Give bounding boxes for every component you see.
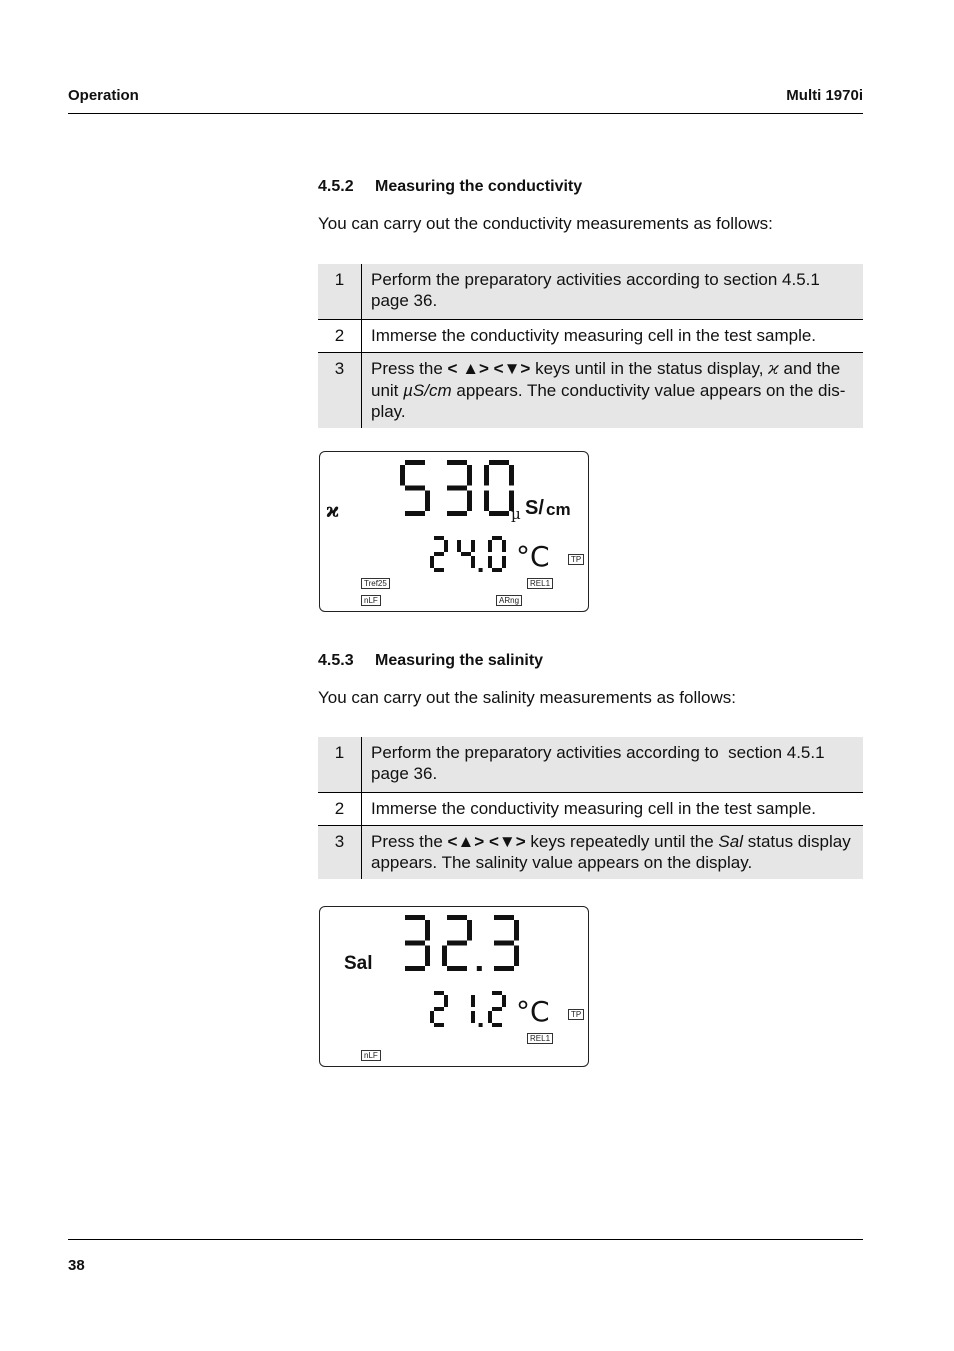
step-text: [362, 353, 864, 429]
lcd-segment: [494, 941, 514, 946]
lcd-segment: [492, 568, 502, 572]
step-line: page 36.: [371, 764, 438, 783]
unit-siemens: S/: [525, 497, 544, 519]
lcd-segment: [502, 556, 506, 568]
step-text: Immerse the conductivity measuring cell in the test sample.: [362, 793, 864, 826]
step-line: page 36.: [371, 291, 438, 310]
step-text: [362, 737, 864, 793]
footer-rule: [68, 1239, 863, 1240]
status-sal: Sal: [344, 953, 373, 974]
step-fragment: Press the: [371, 832, 448, 851]
step-line: Perform the preparatory activities according to section 4.5.1: [371, 270, 820, 289]
lcd-segment: [447, 511, 467, 516]
section-heading: Measuring the salinity: [375, 652, 544, 669]
temperature-digits: [430, 536, 506, 572]
tag-nlf: nLF: [361, 1050, 381, 1061]
unit-mu: µ: [511, 505, 521, 523]
lcd-segment: [471, 556, 475, 568]
section-heading: Measuring the conductivity: [375, 178, 583, 195]
lcd-segment: [489, 460, 509, 465]
lcd-segment: [484, 465, 489, 486]
step-line: appears. The salinity value appears on the display.: [371, 853, 753, 872]
step-fragment: and the: [778, 359, 841, 378]
tag-nlf: nLF: [361, 595, 381, 606]
lcd-segment: [405, 486, 425, 491]
lcd-segment: [447, 460, 467, 465]
lcd-segment: [405, 915, 425, 920]
step-number: 1: [318, 737, 362, 793]
lcd-segment: [502, 995, 506, 1007]
step-fragment: keys repeatedly until the: [525, 832, 719, 851]
header-rule: [68, 113, 863, 114]
lcd-segment: [434, 1023, 444, 1027]
lcd-segment: [471, 540, 475, 552]
lcd-segment: [467, 465, 472, 486]
unit-cm: cm: [546, 500, 571, 519]
step-fragment: unit: [371, 381, 404, 400]
temperature-unit: °C: [516, 995, 550, 1028]
lcd-decimal-point: [477, 966, 482, 971]
lcd-segment: [492, 1007, 502, 1011]
step-fragment: appears. The conductivity value appears on the dis-: [451, 381, 846, 400]
lcd-segment: [461, 552, 471, 556]
lcd-segment: [467, 491, 472, 512]
lcd-decimal-point: [479, 568, 483, 572]
main-reading-digits: [405, 915, 519, 971]
lcd-segment: [509, 465, 514, 486]
lcd-segment: [447, 486, 467, 491]
tag-arng: ARng: [496, 595, 522, 606]
intro-salinity: You can carry out the salinity measurements as follows:: [318, 688, 736, 707]
kappa-symbol: ϰ: [768, 359, 779, 379]
lcd-segment: [405, 966, 425, 971]
running-header-right: Multi 1970i: [786, 87, 863, 104]
step-number: 3: [318, 826, 362, 880]
temperature-digits: [430, 991, 506, 1027]
lcd-segment: [494, 915, 514, 920]
step-number: 2: [318, 320, 362, 353]
lcd-segment: [492, 991, 502, 995]
sal-label: Sal: [718, 832, 743, 851]
table-row: [318, 793, 863, 826]
lcd-segment: [405, 511, 425, 516]
table-row: [318, 320, 863, 353]
lcd-segment: [430, 556, 434, 568]
lcd-segment: [444, 995, 448, 1007]
lcd-segment: [405, 941, 425, 946]
lcd-segment: [447, 915, 467, 920]
step-line: play.: [371, 402, 406, 421]
lcd-decimal-point: [479, 1023, 483, 1027]
lcd-segment: [447, 966, 467, 971]
lcd-segment: [447, 941, 467, 946]
temperature-unit: °C: [516, 540, 550, 573]
lcd-segment: [434, 536, 444, 540]
lcd-segment: [488, 540, 492, 552]
table-row: [318, 264, 863, 320]
intro-conductivity: You can carry out the conductivity measurements as follows:: [318, 214, 773, 233]
table-row: [318, 353, 863, 429]
step-fragment: status display: [743, 832, 851, 851]
lcd-segment: [471, 1011, 475, 1023]
lcd-segment: [492, 536, 502, 540]
lcd-segment: [492, 1023, 502, 1027]
lcd-segment: [494, 966, 514, 971]
lcd-display-salinity: [319, 906, 589, 1067]
lcd-segment: [502, 540, 506, 552]
lcd-segment: [444, 540, 448, 552]
step-line: Perform the preparatory activities according to section 4.5.1: [371, 743, 825, 762]
lcd-segment: [488, 556, 492, 568]
step-number: 3: [318, 353, 362, 429]
lcd-segment: [434, 552, 444, 556]
step-number: 2: [318, 793, 362, 826]
step-text: Immerse the conductivity measuring cell in the test sample.: [362, 320, 864, 353]
arrow-keys-label: <▲> <▼>: [447, 832, 526, 851]
lcd-segment: [514, 920, 519, 941]
lcd-segment: [489, 511, 509, 516]
step-fragment: keys until in the status display,: [530, 359, 769, 378]
lcd-segment: [514, 946, 519, 967]
step-fragment: Press the: [371, 359, 448, 378]
lcd-segment: [434, 1007, 444, 1011]
step-text: [362, 264, 864, 320]
page-number: 38: [68, 1257, 85, 1274]
arrow-keys-label: < ▲> <▼>: [447, 359, 531, 378]
lcd-segment: [430, 1011, 434, 1023]
tag-rel: REL1: [527, 578, 553, 589]
lcd-segment: [425, 491, 430, 512]
tag-tp: TP: [568, 554, 584, 565]
lcd-segment: [467, 920, 472, 941]
lcd-segment: [442, 946, 447, 967]
lcd-segment: [425, 920, 430, 941]
lcd-segment: [405, 460, 425, 465]
lcd-segment: [457, 540, 461, 552]
step-text: [362, 826, 864, 880]
lcd-segment: [484, 491, 489, 512]
table-row: [318, 737, 863, 793]
steps-table-salinity: [318, 737, 863, 879]
status-symbol-kappa: ϰ: [326, 498, 340, 522]
main-reading-digits: [400, 460, 514, 516]
section-number: 4.5.3: [318, 652, 354, 669]
running-header-left: Operation: [68, 87, 139, 104]
section-title-conductivity: [318, 178, 582, 196]
lcd-segment: [425, 946, 430, 967]
step-number: 1: [318, 264, 362, 320]
tag-rel: REL1: [527, 1033, 553, 1044]
lcd-segment: [471, 995, 475, 1007]
steps-table-conductivity: [318, 264, 863, 428]
lcd-segment: [434, 568, 444, 572]
table-row: [318, 826, 863, 880]
tag-tp: TP: [568, 1009, 584, 1020]
lcd-display-conductivity: [319, 451, 589, 612]
tag-tref: Tref25: [361, 578, 390, 589]
section-title-salinity: [318, 652, 543, 670]
lcd-segment: [400, 465, 405, 486]
section-number: 4.5.2: [318, 178, 354, 195]
unit-label: µS/cm: [403, 381, 452, 400]
lcd-segment: [434, 991, 444, 995]
lcd-segment: [488, 1011, 492, 1023]
